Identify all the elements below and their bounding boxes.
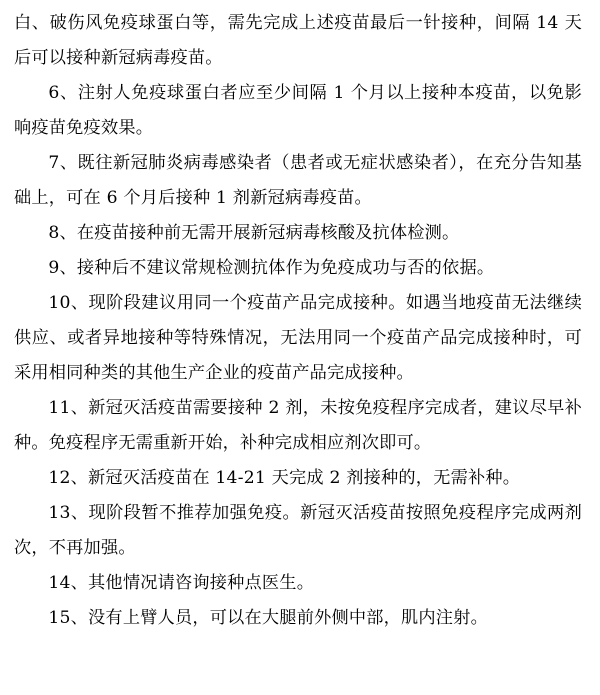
paragraph-item-8: 8、在疫苗接种前无需开展新冠病毒核酸及抗体检测。 bbox=[48, 223, 460, 243]
paragraph-item-6: 6、注射人免疫球蛋白者应至少间隔 1 个月以上接种本疫苗，以免影响疫苗免疫效果。 bbox=[14, 83, 582, 138]
paragraph-item-7: 7、既往新冠肺炎病毒感染者（患者或无症状感染者），在充分告知基础上，可在 6 个月后接种 1 剂新冠病毒疫苗。 bbox=[14, 153, 582, 208]
paragraph-item-9: 9、接种后不建议常规检测抗体作为免疫成功与否的依据。 bbox=[48, 258, 495, 278]
paragraph-continuation-tetanus: 白、破伤风免疫球蛋白等，需先完成上述疫苗最后一针接种，间隔 14 天后可以接种新冠病毒疫苗。 bbox=[14, 13, 582, 68]
paragraph-item-11: 11、新冠灭活疫苗需要接种 2 剂，未按免疫程序完成者，建议尽早补种。免疫程序无需重新开始，补种完成相应剂次即可。 bbox=[14, 398, 582, 453]
paragraph-item-10: 10、现阶段建议用同一个疫苗产品完成接种。如遇当地疫苗无法继续供应、或者异地接种等特殊情况，无法用同一个疫苗产品完成接种时，可采用相同种类的其他生产企业的疫苗产品完成接种。 bbox=[14, 293, 582, 383]
paragraph-item-12: 12、新冠灭活疫苗在 14-21 天完成 2 剂接种的，无需补种。 bbox=[48, 468, 521, 488]
paragraph-item-13: 13、现阶段暂不推荐加强免疫。新冠灭活疫苗按照免疫程序完成两剂次，不再加强。 bbox=[14, 503, 582, 558]
paragraph-item-14: 14、其他情况请咨询接种点医生。 bbox=[48, 573, 315, 593]
paragraph-item-15: 15、没有上臂人员，可以在大腿前外侧中部，肌内注射。 bbox=[48, 608, 488, 628]
